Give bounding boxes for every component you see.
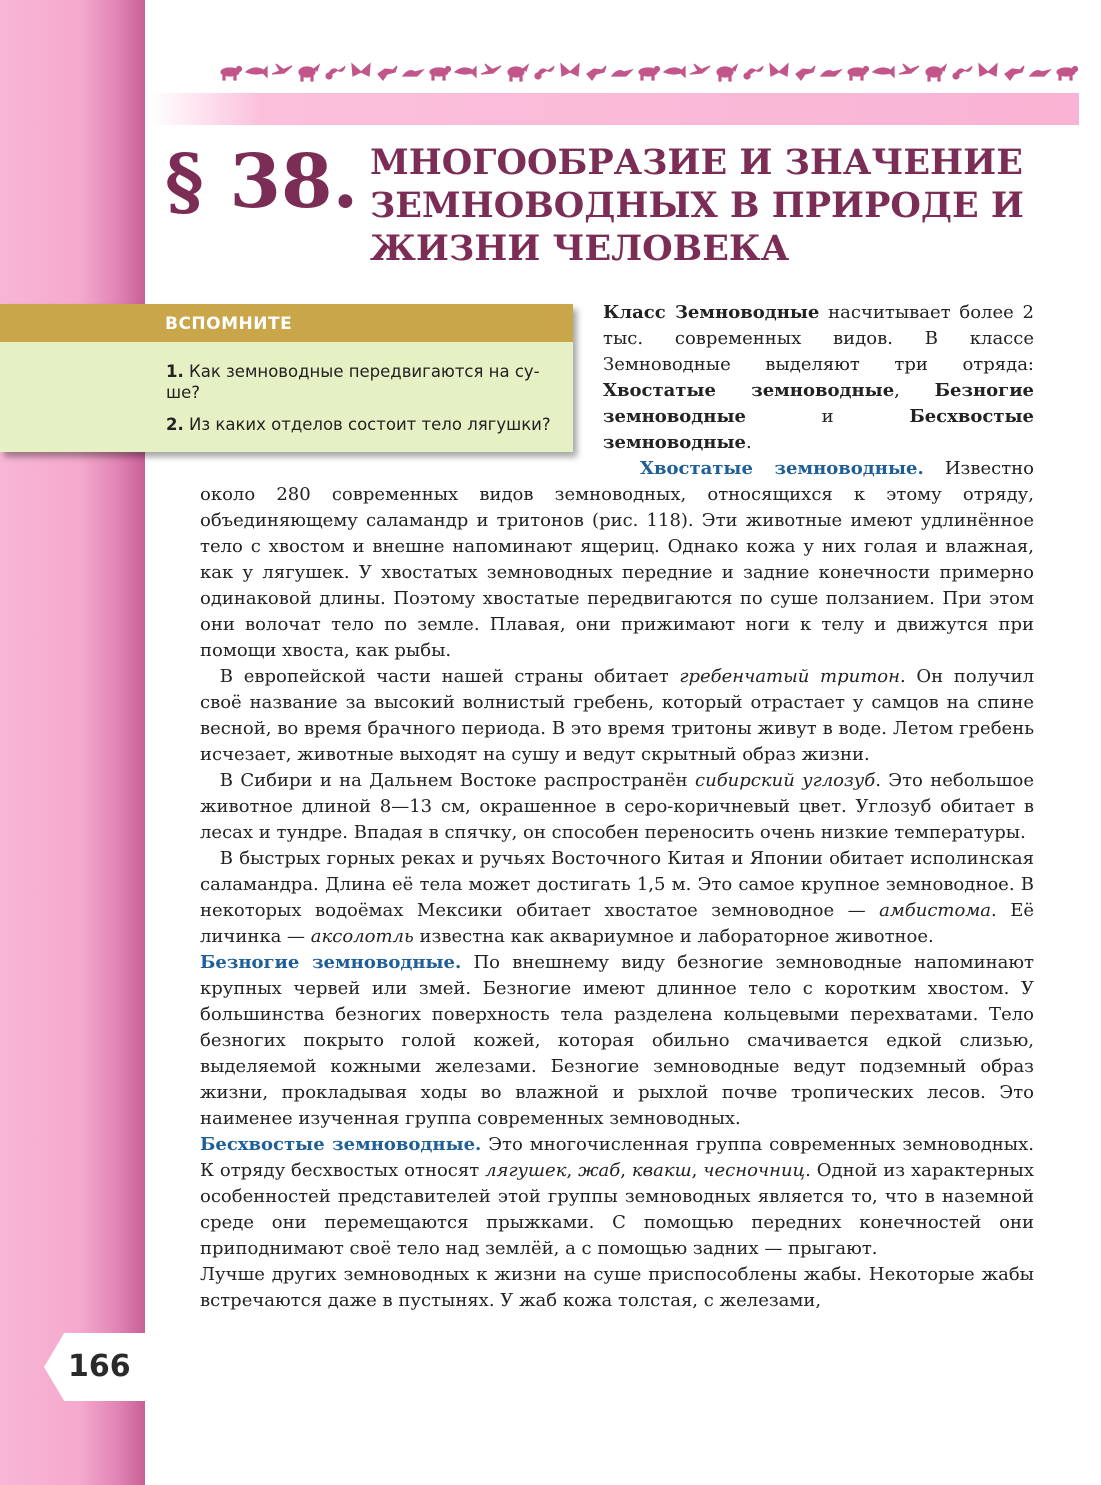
newt-paragraph — [200, 664, 1034, 768]
bold-term: Хвостатые земноводные — [603, 380, 895, 401]
animal-silhouette-icon — [1028, 60, 1052, 82]
animal-silhouette-icon — [793, 60, 817, 82]
recall-question-text: Из каких отделов состоит тело лягушки? — [189, 415, 551, 434]
header-pink-band — [150, 93, 1079, 125]
animal-silhouette-icon — [479, 60, 503, 82]
recall-heading: ВСПОМНИТЕ — [165, 314, 293, 334]
animal-silhouette-icon — [741, 60, 765, 82]
giant-salamander-paragraph — [200, 846, 1034, 950]
bold-term: Класс Земноводные — [603, 302, 820, 323]
animal-silhouette-icon — [218, 60, 242, 82]
animal-silhouette-icon — [950, 60, 974, 82]
italic-term: гребенчатый тритон — [679, 666, 900, 687]
animal-silhouette-icon — [976, 60, 1000, 82]
animal-silhouette-icon — [636, 60, 660, 82]
bold-term: Безногие земноводные — [603, 380, 1034, 427]
text-run: Известно около 280 современных видов земноводных, относящихся к этому отряду, объединяющему саламандр и тритонов (рис. 118). Эти животные имеют удлинённое тело с хвостом и внешне напоминают ящериц. Однако кожа у них голая и влажная, как у лягушек. У хвостатых земноводных передние и задние конечности примерно одинаковой длины. Поэтому хвостатые передвигаются по суше ползанием. При этом они волочат тело по земле. Плавая, они прижимают ноги к телу и движутся при помощи хвоста, как рыбы. — [200, 458, 1034, 661]
italic-term: чесночниц — [703, 1160, 806, 1181]
left-pink-margin — [0, 0, 145, 1485]
recall-question-number: 2. — [166, 415, 184, 434]
text-run: В быстрых горных реках и ручьях Восточного Китая и Японии обитает исполинская саламандра. Длина её тела может достигать 1,5 м. Это самое крупное земноводное. В некоторых водоёмах Мексики обитает хвостатое земноводное — — [200, 848, 1034, 921]
text-run: известна как аквариумное и лабораторное животное. — [413, 926, 934, 947]
page-number: 166 — [68, 1349, 131, 1384]
italic-term: жаб — [578, 1160, 621, 1181]
animal-silhouettes-decoration — [218, 58, 1078, 84]
italic-term: квакш — [631, 1160, 692, 1181]
animal-silhouette-icon — [532, 60, 556, 82]
animal-silhouette-icon — [1054, 60, 1078, 82]
animal-silhouette-icon — [662, 60, 686, 82]
siberian-paragraph — [200, 768, 1034, 846]
animal-silhouette-icon — [819, 60, 843, 82]
animal-silhouette-icon — [453, 60, 477, 82]
animal-silhouette-icon — [584, 60, 608, 82]
text-run: , — [566, 1160, 579, 1181]
text-run: насчитывает более 2 тыс. современных видов. В классе Земноводные выделяют три отряда: — [603, 302, 1034, 375]
subheading-tailless: Бесхвостые земноводные. — [200, 1134, 482, 1155]
text-run: В Сибири и на Дальнем Востоке распространён — [219, 770, 696, 791]
section-number: § 38. — [165, 139, 359, 225]
animal-silhouette-icon — [270, 60, 294, 82]
text-run: и — [745, 406, 910, 427]
animal-silhouette-icon — [349, 60, 373, 82]
animal-silhouette-icon — [1002, 60, 1026, 82]
subheading-tailed: Хвостатые земноводные. — [640, 458, 924, 479]
italic-term: сибирский углозуб — [695, 770, 876, 791]
animal-silhouette-icon — [323, 60, 347, 82]
animal-silhouette-icon — [244, 60, 268, 82]
italic-term: амбистома — [879, 900, 991, 921]
animal-silhouette-icon — [427, 60, 451, 82]
animal-silhouette-icon — [401, 60, 425, 82]
text-run: По внешнему виду безногие земноводные напоминают крупных червей или змей. Безногие имеют длинное тело с коротким хвостом. У большинства безногих поверхность тела разделена кольцевыми перехватами. Тело безногих покрыто голой кожей, которая обильно смачивается едкой слизью, выделяемой кожными железами. Безногие земноводные ведут подземный образ жизни, прокладывая ходы во влажной и рыхлой почве тропических лесов. Это наименее изученная группа современных земноводных. — [200, 952, 1034, 1129]
intro-paragraph — [603, 300, 1034, 456]
text-run: Это многочисленная группа современных земноводных. К отряду бесхвостых относят — [200, 1134, 1034, 1181]
toads-paragraph — [200, 1262, 1034, 1314]
animal-silhouette-icon — [871, 60, 895, 82]
italic-term: лягушек — [485, 1160, 567, 1181]
animal-silhouette-icon — [375, 60, 399, 82]
tailless-paragraph — [200, 1132, 1034, 1262]
animal-silhouette-icon — [296, 60, 320, 82]
tailed-paragraph — [200, 456, 1034, 664]
section-title: МНОГООБРАЗИЕ И ЗНАЧЕНИЕ ЗЕМНОВОДНЫХ В ПРИРОДЕ И ЖИЗНИ ЧЕЛОВЕКА — [370, 142, 1024, 269]
text-run: , — [620, 1160, 632, 1181]
animal-silhouette-icon — [688, 60, 712, 82]
text-run: В европейской части нашей страны обитает — [219, 666, 680, 687]
animal-silhouette-icon — [845, 60, 869, 82]
italic-term: аксолотль — [310, 926, 414, 947]
text-run: , — [691, 1160, 704, 1181]
text-run: Лучше других земноводных к жизни на суше приспособлены жабы. Некоторые жабы встречаются даже в пустынях. У жаб кожа толстая, с железами, — [200, 1264, 1034, 1311]
main-text — [200, 300, 1034, 1314]
animal-silhouette-icon — [610, 60, 634, 82]
legless-paragraph — [200, 950, 1034, 1132]
recall-question-text: Как земноводные передвигаются на су-ше? — [166, 362, 540, 402]
text-run: , — [894, 380, 935, 401]
animal-silhouette-icon — [767, 60, 791, 82]
text-run: . Он получил своё название за высокий волнистый гребень, который отрастает у самцов на спине весной, во время брачного периода. В это время тритоны живут в воде. Летом гребень исчезает, животные выходят на сушу и ведут скрытный образ жизни. — [200, 666, 1034, 765]
text-run: . Это небольшое животное длиной 8—13 см, окрашенное в серо-коричневый цвет. Углозуб обитает в лесах и тундре. Впадая в спячку, он способен переносить очень низкие температуры. — [200, 770, 1034, 843]
text-run: . Одной из характерных особенностей представителей этой группы земноводных является то, что в наземной среде они перемещаются прыжками. С помощью передних конечностей они приподнимают своё тело над землёй, а с помощью задних — прыгают. — [200, 1160, 1034, 1259]
bold-term: Бесхвостые земноводные — [603, 406, 1034, 453]
animal-silhouette-icon — [897, 60, 921, 82]
animal-silhouette-icon — [714, 60, 738, 82]
animal-silhouette-icon — [505, 60, 529, 82]
text-run: . — [745, 432, 752, 453]
animal-silhouette-icon — [558, 60, 582, 82]
animal-silhouette-icon — [923, 60, 947, 82]
recall-question-number: 1. — [166, 362, 184, 381]
subheading-legless: Безногие земноводные. — [200, 952, 462, 973]
text-run: . Её личинка — — [200, 900, 1034, 947]
